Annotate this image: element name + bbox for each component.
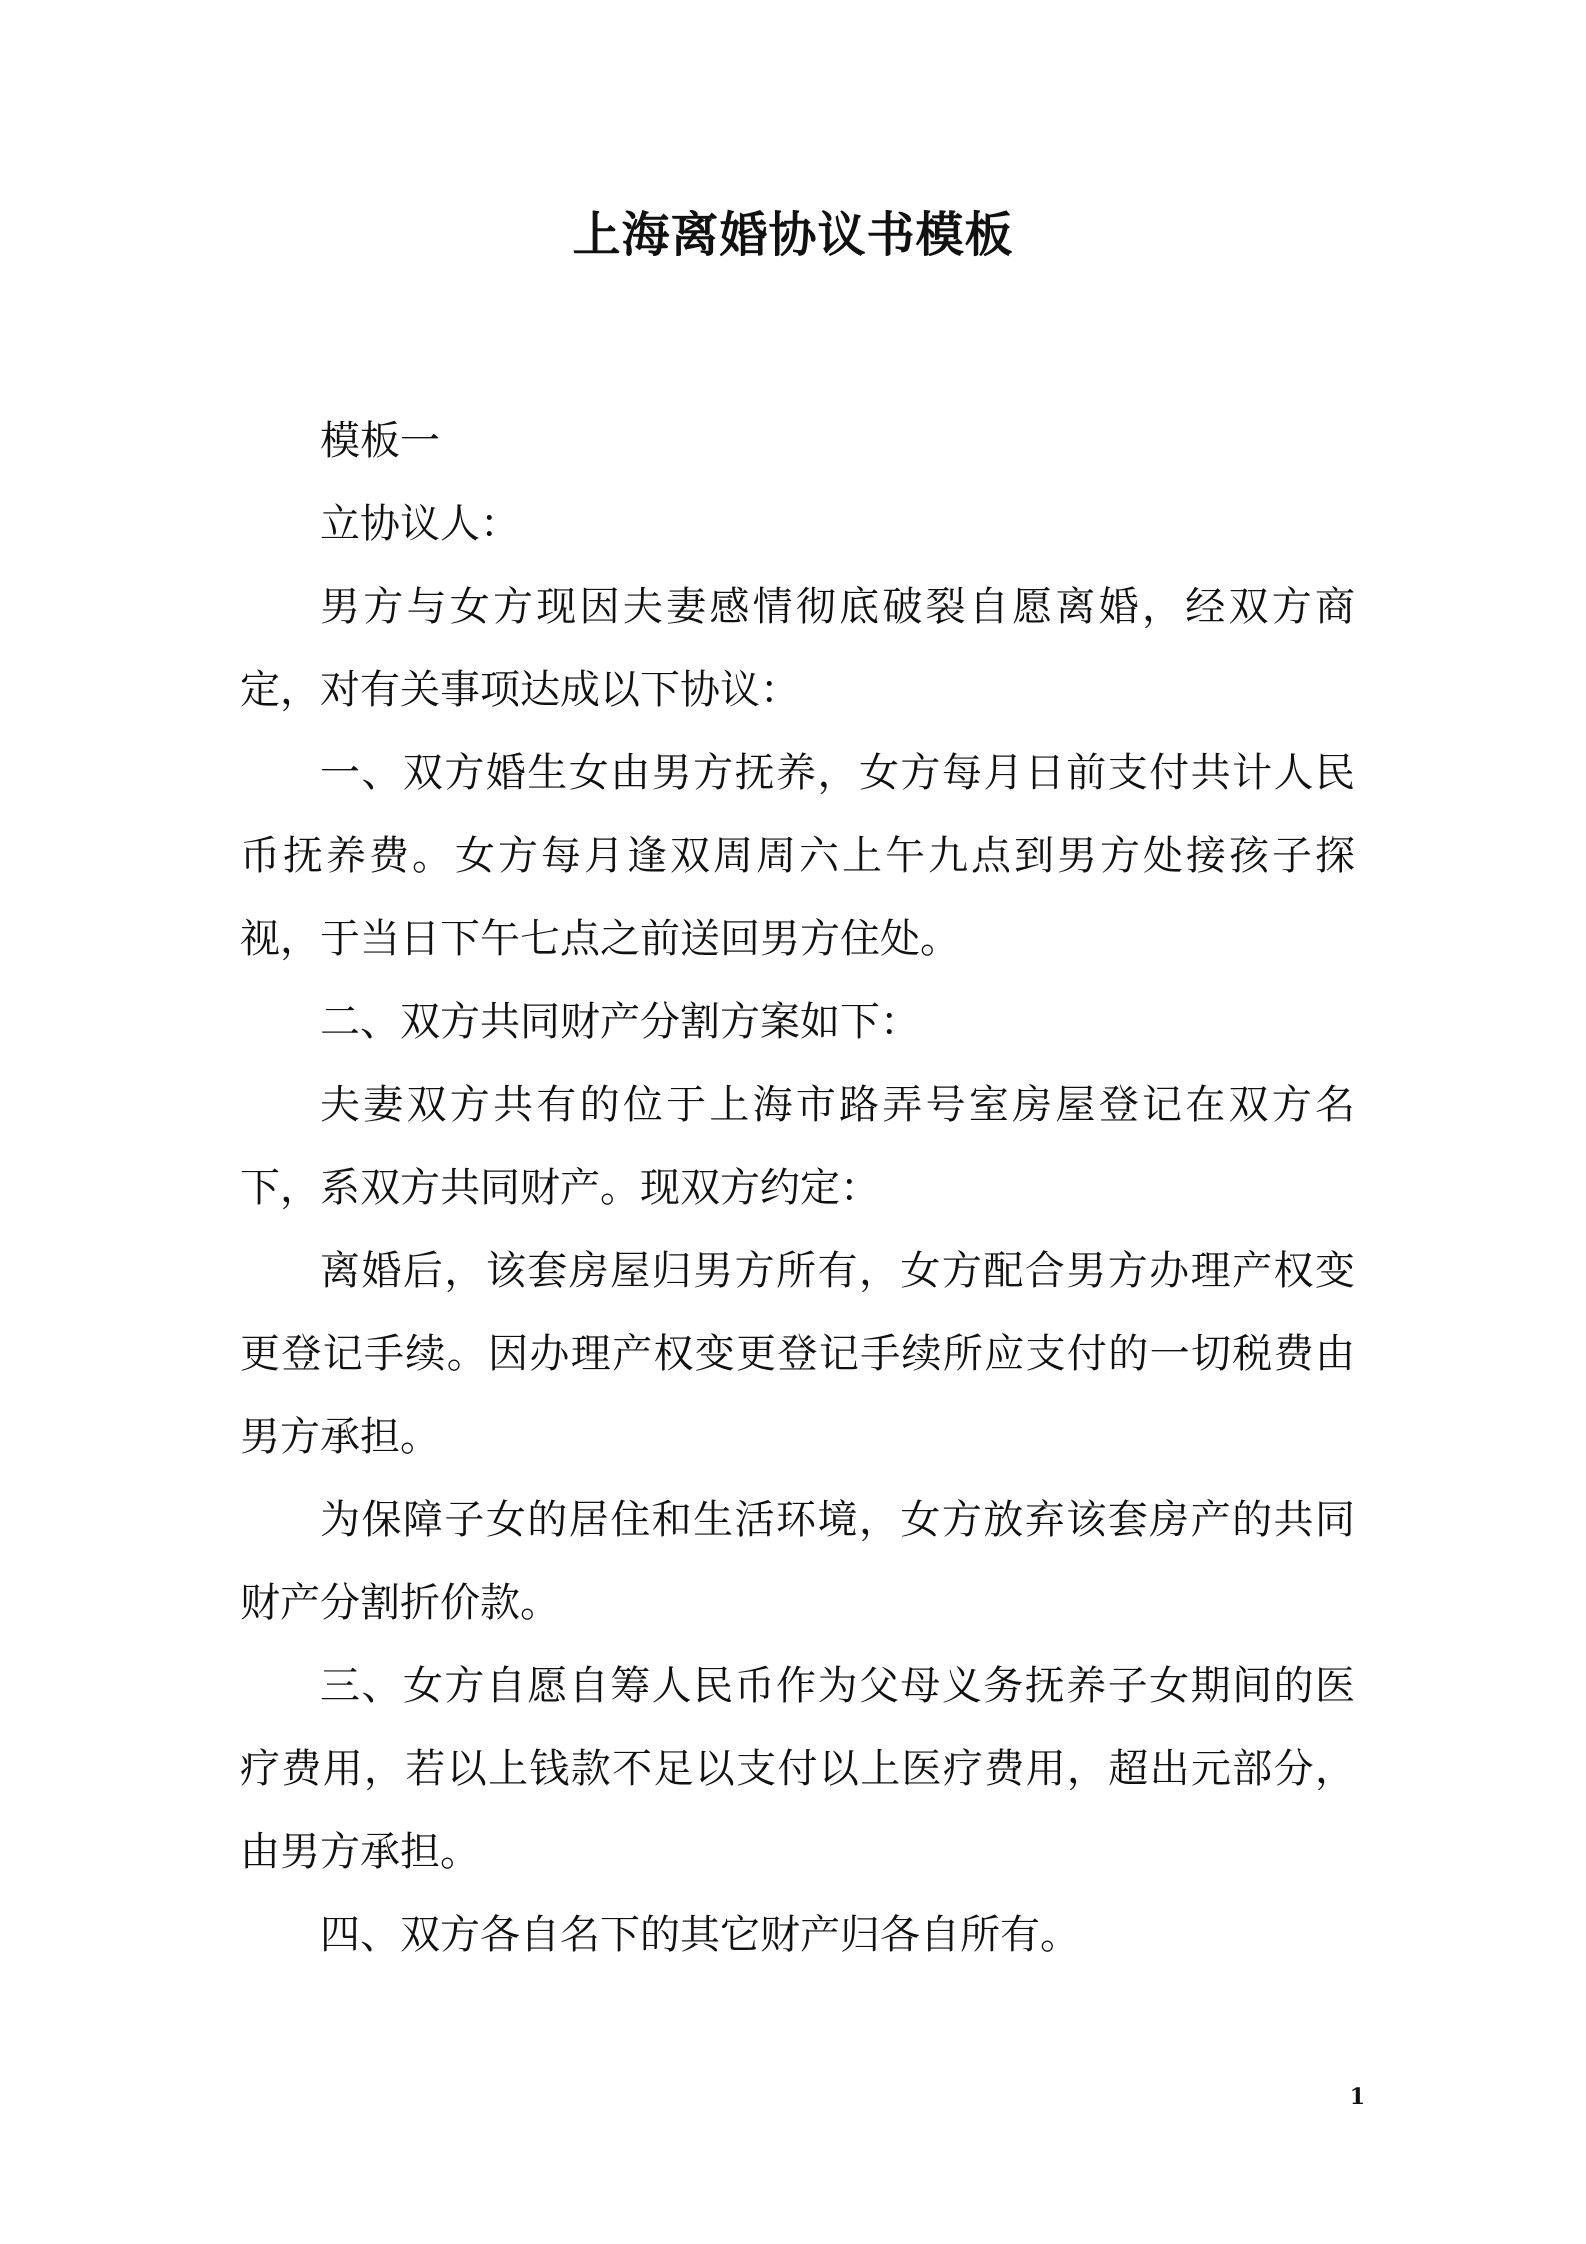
paragraph-property-waiver: 为保障子女的居住和生活环境，女方放弃该套房产的共同财产分割折价款。 xyxy=(240,1497,1355,1626)
document-title: 上海离婚协议书模板 xyxy=(572,207,1014,263)
paragraph-parties: 立协议人： xyxy=(320,501,520,547)
paragraph-preamble: 男方与女方现因夫妻感情彻底破裂自愿离婚，经双方商定，对有关事项达成以下协议： xyxy=(240,584,1355,713)
paragraph-clause-4-other-property: 四、双方各自名下的其它财产归各自所有。 xyxy=(320,1912,1080,1958)
page-number: 1 xyxy=(1349,2084,1365,2110)
paragraph-clause-3-medical: 三、女方自愿自筹人民币作为父母义务抚养子女期间的医疗费用，若以上钱款不足以支付以上医疗费用，超出元部分，由男方承担。 xyxy=(240,1663,1355,1875)
paragraph-property-description: 夫妻双方共有的位于上海市路弄号室房屋登记在双方名下，系双方共同财产。现双方约定： xyxy=(240,1082,1355,1211)
document-body xyxy=(240,400,1355,1977)
paragraph-template-label: 模板一 xyxy=(320,418,440,464)
paragraph-clause-2-heading: 二、双方共同财产分割方案如下： xyxy=(320,999,920,1045)
paragraph-property-ownership: 离婚后，该套房屋归男方所有，女方配合男方办理产权变更登记手续。因办理产权变更登记手续所应支付的一切税费由男方承担。 xyxy=(240,1248,1355,1460)
paragraph-clause-1-custody: 一、双方婚生女由男方抚养，女方每月日前支付共计人民币抚养费。女方每月逢双周周六上午九点到男方处接孩子探视，于当日下午七点之前送回男方住处。 xyxy=(240,750,1355,962)
